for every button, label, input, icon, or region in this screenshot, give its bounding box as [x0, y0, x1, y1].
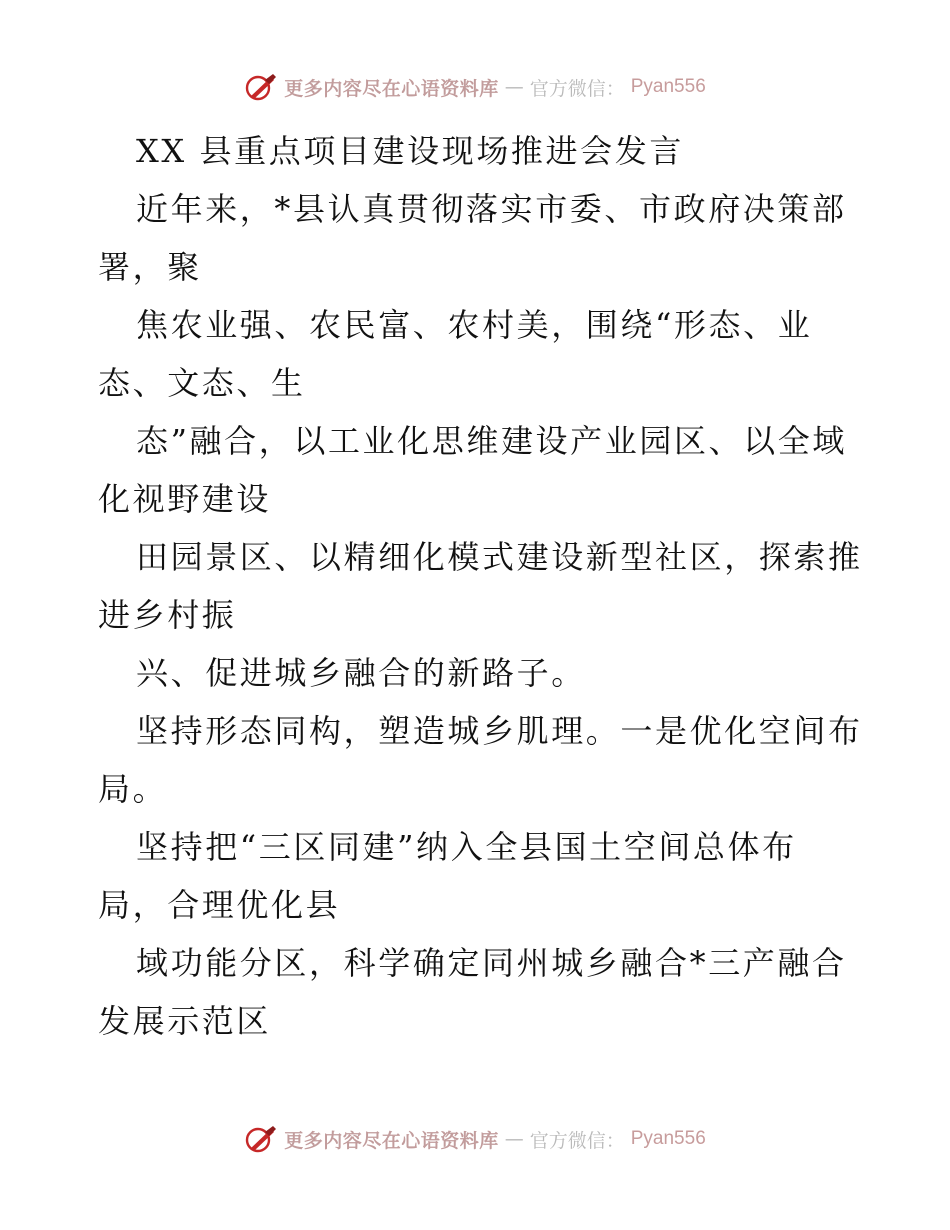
watermark-wechat-id: Pyan556: [630, 1128, 706, 1149]
watermark-name: 更多内容尽在心语资料库: [284, 77, 499, 100]
quill-logo-icon: [244, 1124, 278, 1154]
document-body: [98, 122, 863, 1050]
text-line: 局，合理优化县: [98, 886, 341, 924]
text-line: 坚持把“三区同建”纳入全县国土空间总体布: [136, 828, 797, 866]
text-line: 署，聚: [98, 248, 202, 286]
text-line: 域功能分区，科学确定同州城乡融合*三产融合: [136, 944, 847, 982]
text-line: 态、文态、生: [98, 364, 306, 402]
watermark-wechat-id: Pyan556: [630, 76, 706, 97]
watermark-label: 官方微信：: [529, 1129, 625, 1152]
text-line: 局。: [98, 770, 168, 808]
header-watermark: [0, 72, 950, 102]
watermark-separator: —: [504, 76, 524, 98]
text-line: 近年来，*县认真贯彻落实市委、市政府决策部: [136, 190, 847, 228]
document-title: XX 县重点项目建设现场推进会发言: [136, 132, 684, 170]
text-line: 化视野建设: [98, 480, 272, 518]
watermark-separator: —: [504, 1128, 524, 1150]
text-line: 态”融合，以工业化思维建设产业园区、以全域: [136, 422, 847, 460]
watermark-name: 更多内容尽在心语资料库: [284, 1129, 499, 1152]
text-line: 兴、促进城乡融合的新路子。: [136, 654, 586, 692]
watermark-label: 官方微信：: [529, 77, 625, 100]
text-line: 坚持形态同构，塑造城乡肌理。一是优化空间布: [136, 712, 863, 750]
text-line: 焦农业强、农民富、农村美，围绕“形态、业: [136, 306, 813, 344]
text-line: 田园景区、以精细化模式建设新型社区，探索推: [136, 538, 863, 576]
footer-watermark: [0, 1124, 950, 1154]
text-line: 发展示范区: [98, 1002, 272, 1040]
text-line: 进乡村振: [98, 596, 237, 634]
quill-logo-icon: [244, 72, 278, 102]
